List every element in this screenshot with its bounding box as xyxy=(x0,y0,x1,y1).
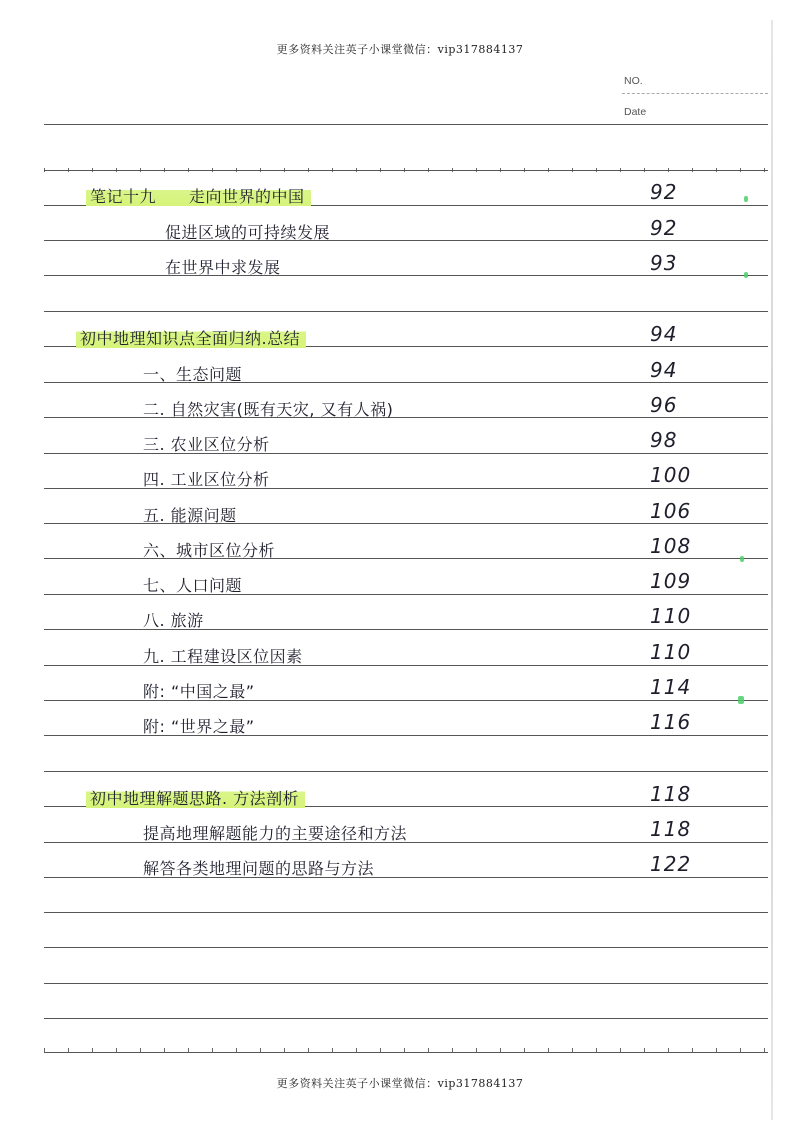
toc-page-number: 110 xyxy=(650,640,692,664)
ruled-line xyxy=(44,240,768,241)
toc-page-number: 108 xyxy=(650,534,692,558)
ruled-line xyxy=(44,275,768,276)
toc-entry: 三. 农业区位分析 xyxy=(143,435,270,454)
toc-page-number: 118 xyxy=(650,782,692,806)
toc-page-number: 100 xyxy=(650,463,692,487)
toc-page-number: 106 xyxy=(650,499,692,523)
toc-page-number: 93 xyxy=(650,251,678,275)
ruled-line xyxy=(44,170,768,171)
toc-entry: 提高地理解题能力的主要途径和方法 xyxy=(143,824,408,843)
toc-page-number: 114 xyxy=(650,675,692,699)
ruled-line xyxy=(44,1018,768,1019)
toc-entry: 六、城市区位分析 xyxy=(143,541,276,560)
highlighter-speck xyxy=(744,196,748,202)
highlighter-speck xyxy=(740,556,744,562)
toc-page-number: 94 xyxy=(650,358,678,382)
notebook-no-label: NO. xyxy=(624,75,643,87)
toc-entry: 九. 工程建设区位因素 xyxy=(143,647,303,666)
toc-section-title: 初中地理知识点全面归纳.总结 xyxy=(76,326,306,349)
page-header-watermark: 更多资料关注英子小课堂微信：vip317884137 xyxy=(276,43,524,56)
toc-page-number: 92 xyxy=(650,216,678,240)
ruled-line xyxy=(44,1052,768,1053)
toc-page-number: 122 xyxy=(650,852,692,876)
meta-dotted-line xyxy=(622,93,768,94)
toc-entry: 四. 工业区位分析 xyxy=(143,470,270,489)
toc-section-title: 初中地理解题思路. 方法剖析 xyxy=(86,786,305,809)
highlighter-speck xyxy=(744,272,748,278)
toc-page-number: 96 xyxy=(650,393,678,417)
page-edge-shadow xyxy=(771,20,773,1120)
toc-entry: 在世界中求发展 xyxy=(165,258,281,277)
ruled-line xyxy=(44,124,768,125)
toc-page-number: 116 xyxy=(650,710,692,734)
ruled-line xyxy=(44,947,768,948)
notebook-date-label: Date xyxy=(624,106,647,118)
page-footer-watermark: 更多资料关注英子小课堂微信：vip317884137 xyxy=(276,1077,524,1090)
toc-page-number: 94 xyxy=(650,322,678,346)
toc-entry: 七、人口问题 xyxy=(143,576,243,595)
toc-page-number: 110 xyxy=(650,604,692,628)
toc-entry: 一、生态问题 xyxy=(143,365,243,384)
toc-entry: 附: “世界之最” xyxy=(143,717,255,736)
toc-entry: 促进区域的可持续发展 xyxy=(165,223,331,242)
ruled-line xyxy=(44,983,768,984)
toc-entry: 五. 能源问题 xyxy=(143,506,237,525)
toc-page-number: 118 xyxy=(650,817,692,841)
toc-entry: 八. 旅游 xyxy=(143,611,204,630)
toc-page-number: 109 xyxy=(650,569,692,593)
toc-entry: 解答各类地理问题的思路与方法 xyxy=(143,859,375,878)
toc-entry: 附: “中国之最” xyxy=(143,682,255,701)
ruled-line xyxy=(44,311,768,312)
toc-section-title: 笔记十九 走向世界的中国 xyxy=(86,184,311,207)
ruled-line xyxy=(44,771,768,772)
ruled-line xyxy=(44,912,768,913)
toc-entry: 二. 自然灾害(既有天灾, 又有人祸) xyxy=(143,400,394,419)
toc-page-number: 98 xyxy=(650,428,678,452)
highlighter-speck xyxy=(738,696,744,704)
toc-page-number: 92 xyxy=(650,180,678,204)
